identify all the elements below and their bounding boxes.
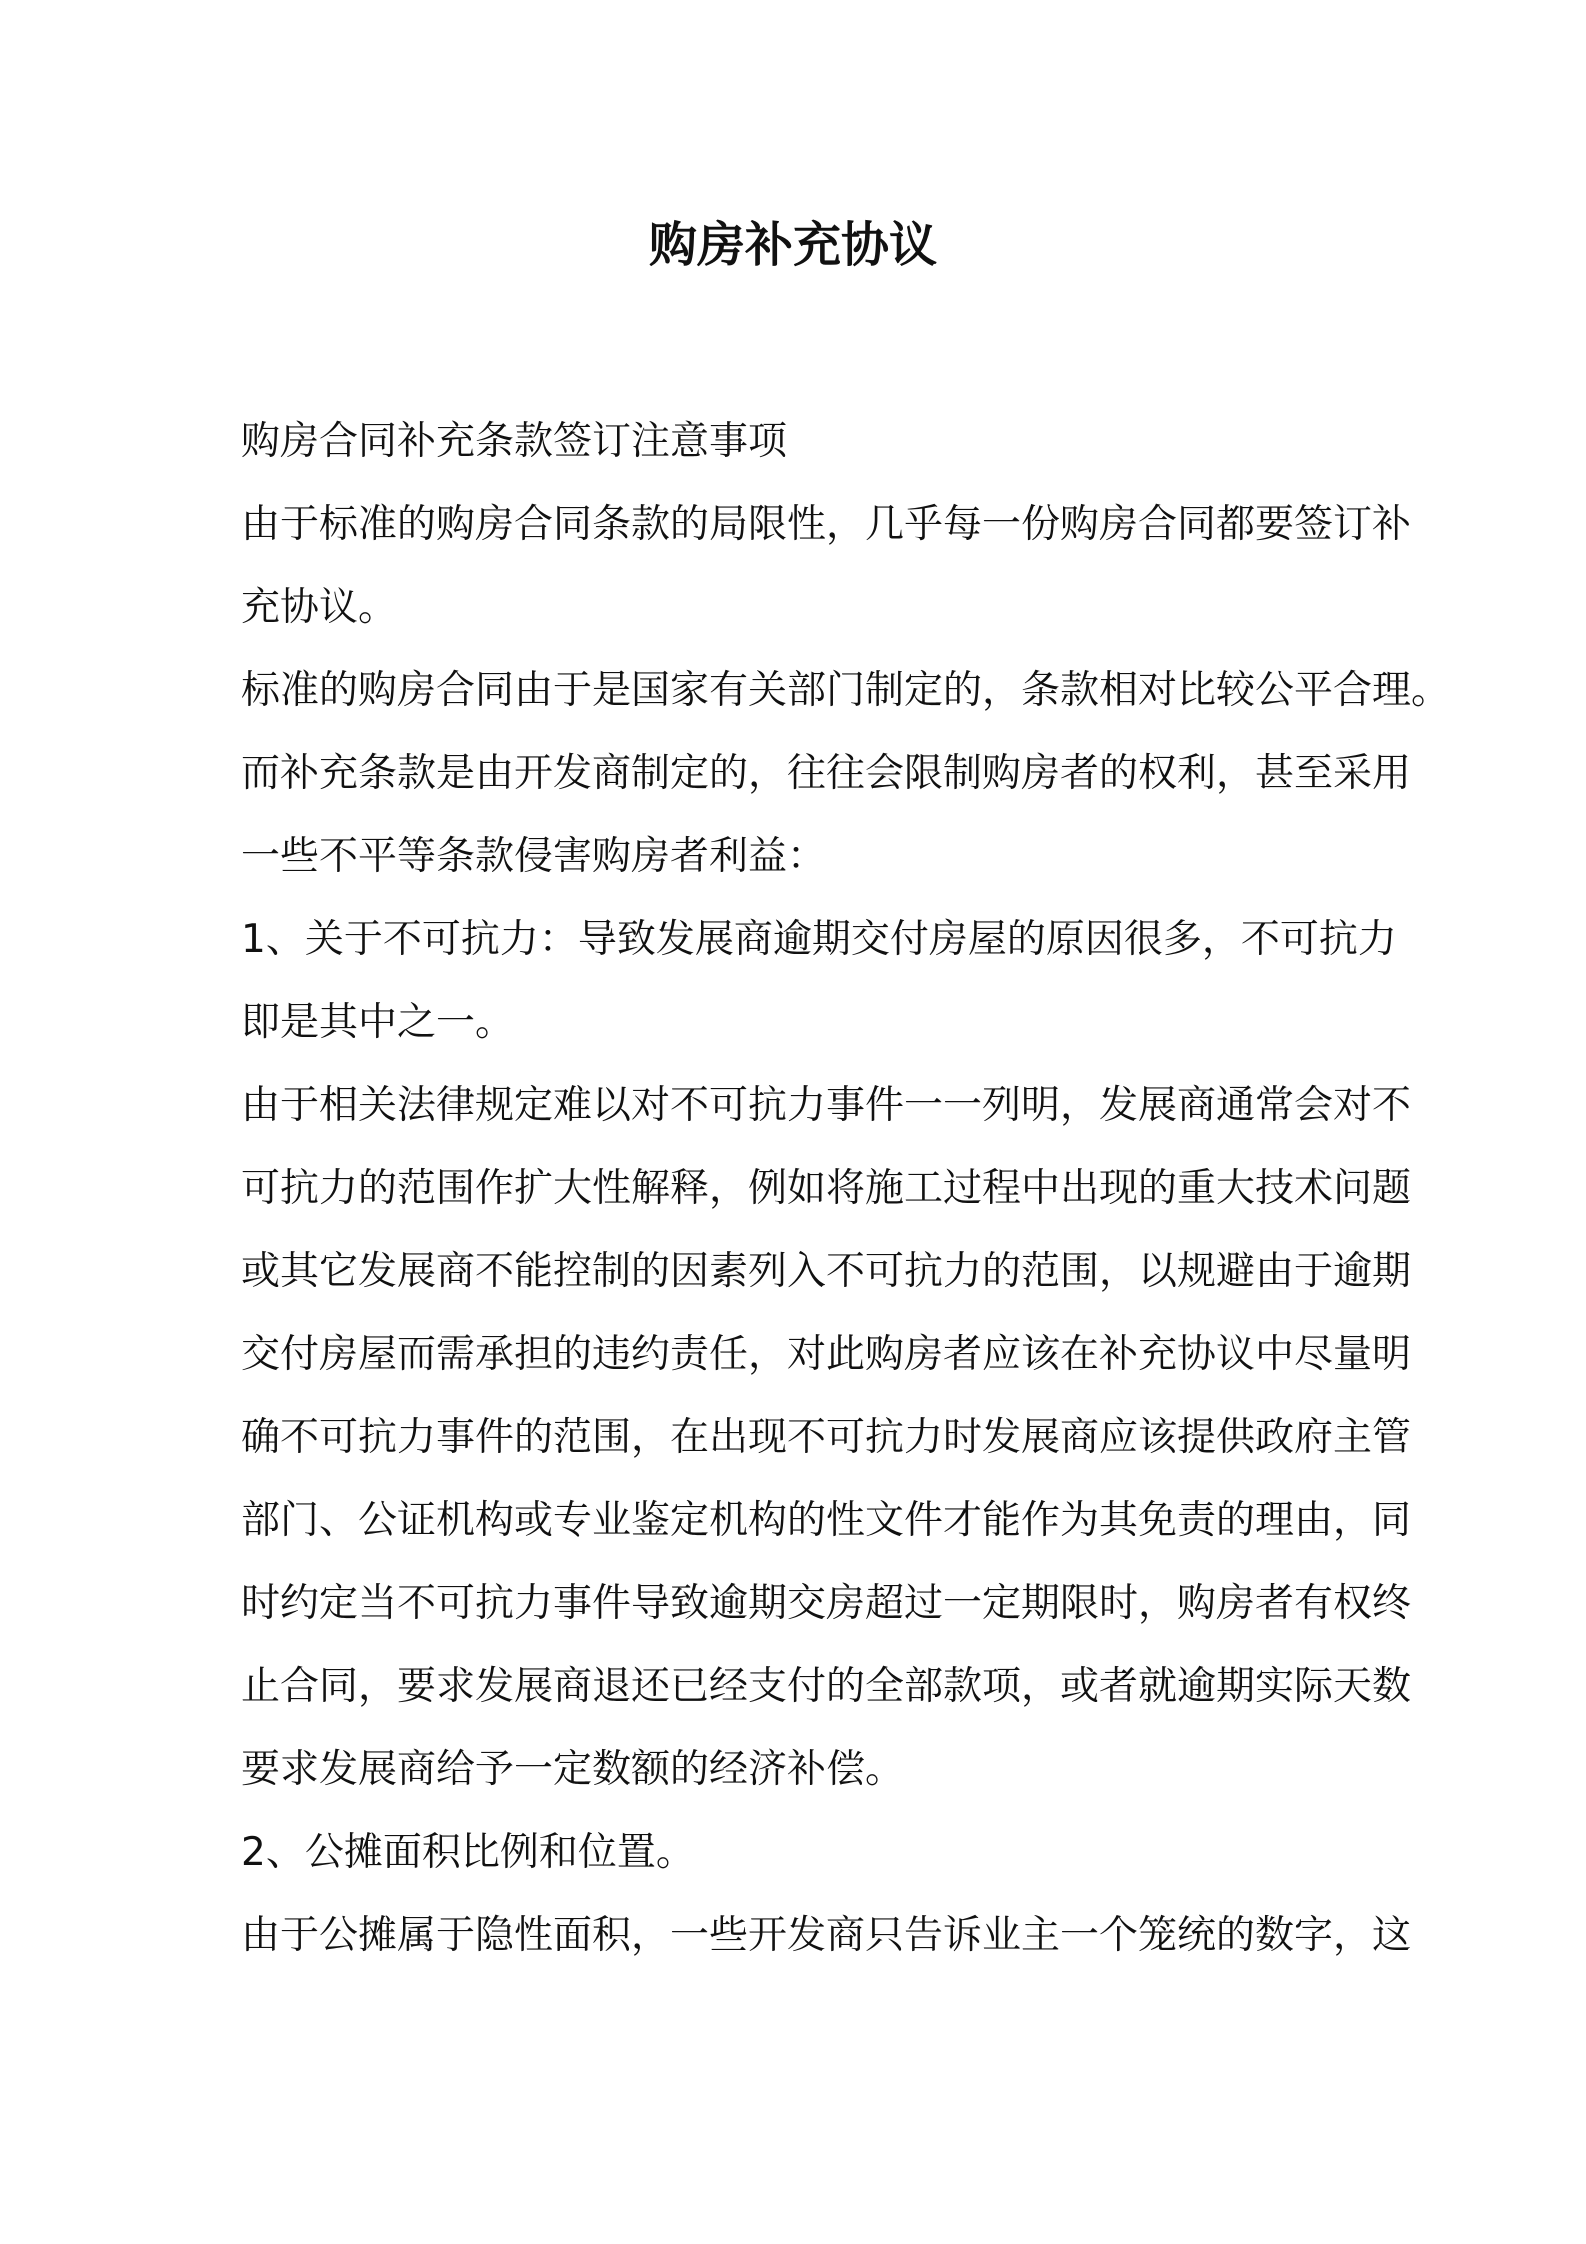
- paragraph-line: 标准的购房合同由于是国家有关部门制定的，条款相对比较公平合理。: [241, 668, 1451, 713]
- paragraph-line: 可抗力的范围作扩大性解释，例如将施工过程中出现的重大技术问题: [241, 1166, 1412, 1211]
- list-item-1-line: 即是其中之一。: [241, 1000, 515, 1045]
- paragraph-line: 部门、公证机构或专业鉴定机构的性文件才能作为其免责的理由，同: [241, 1498, 1412, 1543]
- list-item-2-line: 2、公摊面积比例和位置。: [241, 1830, 695, 1875]
- document-title: 购房补充协议: [648, 217, 937, 273]
- paragraph-line: 要求发展商给予一定数额的经济补偿。: [241, 1747, 905, 1792]
- paragraph-line: 由于公摊属于隐性面积，一些开发商只告诉业主一个笼统的数字，这: [241, 1913, 1412, 1958]
- paragraph-line: 由于标准的购房合同条款的局限性，几乎每一份购房合同都要签订补: [241, 502, 1412, 547]
- paragraph-line: 确不可抗力事件的范围，在出现不可抗力时发展商应该提供政府主管: [241, 1415, 1412, 1460]
- paragraph-line: 而补充条款是由开发商制定的，往往会限制购房者的权利，甚至采用: [241, 751, 1412, 796]
- paragraph-line: 或其它发展商不能控制的因素列入不可抗力的范围，以规避由于逾期: [241, 1249, 1412, 1294]
- list-item-1-line: 1、关于不可抗力：导致发展商逾期交付房屋的原因很多，不可抗力: [241, 917, 1397, 962]
- paragraph-line: 一些不平等条款侵害购房者利益：: [241, 834, 827, 879]
- section-heading: 购房合同补充条款签订注意事项: [241, 419, 788, 464]
- paragraph-line: 止合同，要求发展商退还已经支付的全部款项，或者就逾期实际天数: [241, 1664, 1412, 1709]
- paragraph-line: 交付房屋而需承担的违约责任，对此购房者应该在补充协议中尽量明: [241, 1332, 1412, 1377]
- document-body: [241, 400, 1451, 1977]
- paragraph-line: 由于相关法律规定难以对不可抗力事件一一列明，发展商通常会对不: [241, 1083, 1412, 1128]
- paragraph-line: 时约定当不可抗力事件导致逾期交房超过一定期限时，购房者有权终: [241, 1581, 1412, 1626]
- paragraph-line: 充协议。: [241, 585, 398, 630]
